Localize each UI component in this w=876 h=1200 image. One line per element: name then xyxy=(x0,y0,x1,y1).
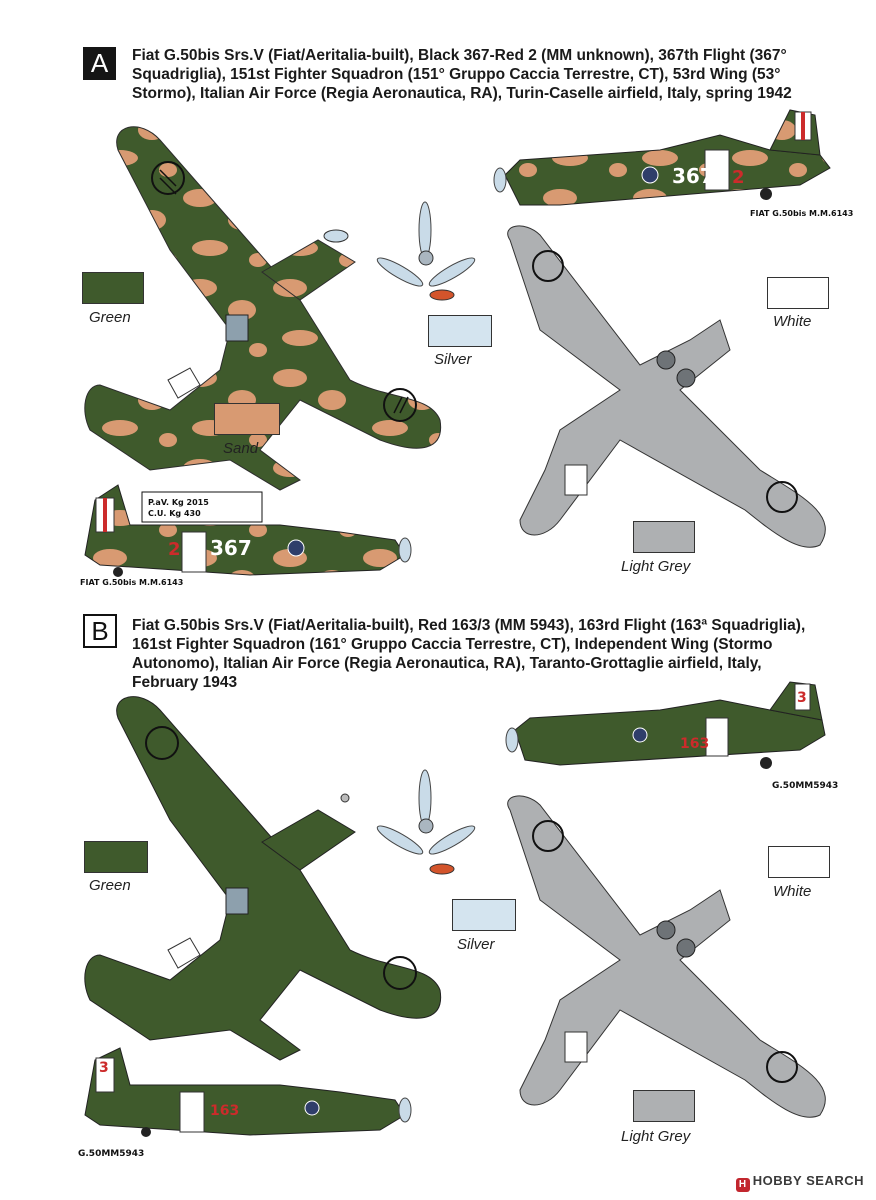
swatch-silver-a xyxy=(428,315,492,347)
swatch-label-lightgrey-b: Light Grey xyxy=(621,1128,691,1145)
weight-stencil-1-a: P.aV. Kg 2015 xyxy=(148,498,209,507)
side-number-a2: 367 xyxy=(210,536,252,560)
propeller-a xyxy=(374,202,477,300)
swatch-label-sand-a: Sand xyxy=(223,440,259,457)
swatch-lightgrey-a xyxy=(633,521,695,553)
swatch-label-white-b: White xyxy=(773,883,812,900)
side-view-upper-a xyxy=(494,110,853,218)
serial-stencil-b-bottom: G.50MM5943 xyxy=(78,1149,145,1159)
profile-title-b: Fiat G.50bis Srs.V (Fiat/Aeritalia-built), Red 163/3 (MM 5943), 163rd Flight (163ª Squadriglia), 161st Fighter Squadron (161° Gruppo Caccia Terrestre, CT), Independent Wing (Stormo Autonomo), Italian Air Force (Regia Aeronautica, RA), Taranto-Grottaglie airfield, Italy, February 1943 xyxy=(132,617,806,691)
swatch-label-green-b: Green xyxy=(89,877,131,894)
flight-number-a2: 2 xyxy=(168,539,181,560)
watermark xyxy=(736,1173,864,1192)
side-number-a: 367 xyxy=(672,164,714,188)
swatch-white-b xyxy=(768,846,830,878)
underside-view-b xyxy=(508,796,826,1117)
profile-letter-a: A xyxy=(83,47,116,80)
side-number-b2: 163 xyxy=(210,1103,240,1119)
swatch-lightgrey-b xyxy=(633,1090,695,1122)
swatch-silver-b xyxy=(452,899,516,931)
swatch-label-silver-b: Silver xyxy=(457,936,495,953)
watermark-text: HOBBY SEARCH xyxy=(752,1173,864,1188)
swatch-label-silver-a: Silver xyxy=(434,351,472,368)
swatch-label-green-a: Green xyxy=(89,309,131,326)
swatch-label-lightgrey-a: Light Grey xyxy=(621,558,691,575)
swatch-sand-a xyxy=(214,403,280,435)
top-view-b xyxy=(85,697,441,1060)
aircraft-artwork-b xyxy=(0,600,876,1200)
swatch-green-b xyxy=(84,841,148,873)
underside-view-a xyxy=(508,226,826,547)
serial-stencil-b-top: G.50MM5943 xyxy=(772,781,839,791)
swatch-green-a xyxy=(82,272,144,304)
serial-stencil-a-top: FIAT G.50bis M.M.6143 xyxy=(750,209,854,218)
flight-number-b: 3 xyxy=(797,690,807,706)
profile-title-a: Fiat G.50bis Srs.V (Fiat/Aeritalia-built), Black 367-Red 2 (MM unknown), 367th Flight (367° Squadriglia), 151st Fighter Squadron (151° Gruppo Caccia Terrestre, CT), 53rd Wing (53° Stormo), Italian Air Force (Regia Aeronautica, RA), Turin-Caselle airfield, Italy, spring 1942 xyxy=(132,47,792,102)
profile-letter-b: B xyxy=(83,614,117,648)
side-view-upper-b xyxy=(506,682,838,791)
side-view-lower-a xyxy=(80,485,411,587)
side-number-b: 163 xyxy=(680,736,710,752)
swatch-white-a xyxy=(767,277,829,309)
hobby-search-logo-icon: H xyxy=(736,1178,750,1192)
weight-stencil-2-a: C.U. Kg 430 xyxy=(148,509,201,518)
side-view-lower-b xyxy=(78,1048,411,1159)
swatch-label-white-a: White xyxy=(773,313,812,330)
propeller-b xyxy=(374,770,477,874)
flight-number-b2: 3 xyxy=(99,1060,109,1076)
top-view-a xyxy=(85,127,441,490)
flight-number-a: 2 xyxy=(732,167,745,188)
serial-stencil-a-bottom: FIAT G.50bis M.M.6143 xyxy=(80,578,184,587)
profile-section-b xyxy=(0,600,876,1200)
